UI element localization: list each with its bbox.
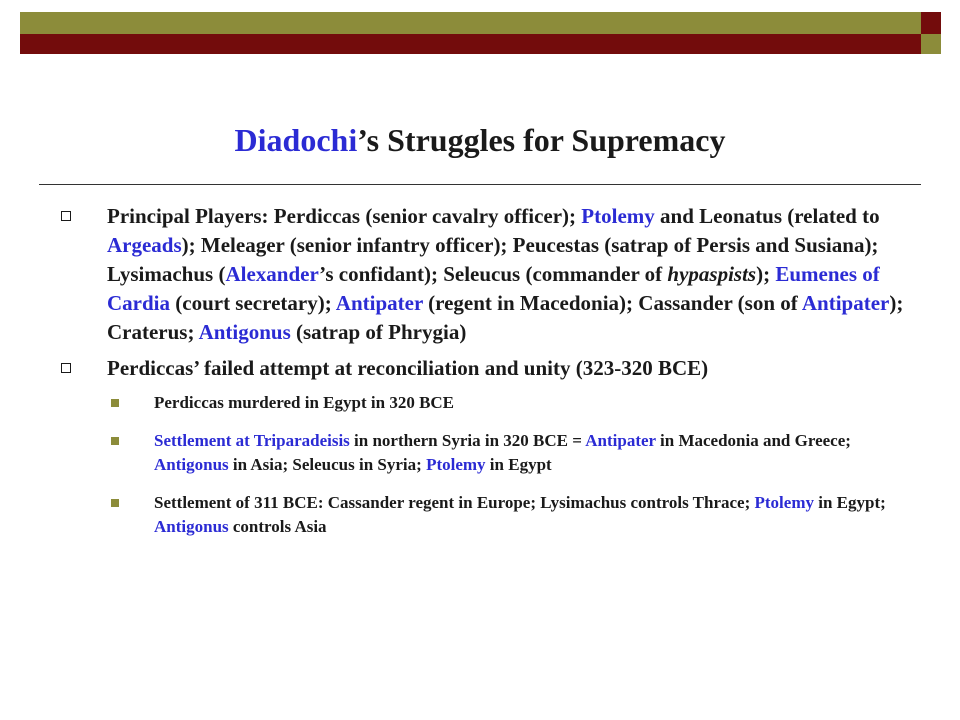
square-bullet-icon xyxy=(111,437,119,445)
sub-bullet-settlement-311 xyxy=(154,491,894,539)
text-run: in northern Syria in 320 BCE = xyxy=(349,431,586,450)
sub-bullet-triparadeisis xyxy=(154,429,894,477)
header-corner-olive-block xyxy=(921,34,941,54)
hollow-square-bullet-icon xyxy=(61,211,71,221)
slide-title xyxy=(0,122,960,159)
highlight-antipater: Antipater xyxy=(585,431,656,450)
highlight-alexander: Alexander xyxy=(225,262,320,286)
header-olive-band xyxy=(20,12,941,34)
text-run: Perdiccas murdered in Egypt in 320 BCE xyxy=(154,393,455,412)
slide-body xyxy=(0,202,960,539)
square-bullet-icon xyxy=(111,499,119,507)
highlight-argeads: Argeads xyxy=(107,233,182,257)
highlight-eumenes: Eumenes of Cardia xyxy=(107,262,880,315)
text-run: and Leonatus (related to xyxy=(654,204,880,228)
square-bullet-icon xyxy=(111,399,119,407)
bullet-principal-players xyxy=(107,202,907,347)
header-red-band xyxy=(20,34,941,54)
highlight-ptolemy: Ptolemy xyxy=(581,204,655,228)
text-run: ); xyxy=(756,262,776,286)
text-run: in Asia; Seleucus in Syria; xyxy=(228,455,427,474)
highlight-settlement: Settlement at Triparadeisis xyxy=(154,431,350,450)
text-run: (satrap of Phrygia) xyxy=(290,320,467,344)
text-run: in Egypt xyxy=(485,455,552,474)
text-run: Perdiccas’ failed attempt at reconciliation and unity (323-320 BCE) xyxy=(107,356,709,380)
highlight-antigonus: Antigonus xyxy=(154,517,229,536)
italic-hypaspists: hypaspists xyxy=(667,262,757,286)
text-run: in Egypt; xyxy=(814,493,886,512)
title-divider xyxy=(39,184,921,185)
text-run: ); Craterus; xyxy=(107,291,904,344)
text-run: in Macedonia and Greece; xyxy=(655,431,851,450)
text-run: ); Meleager (senior infantry officer); Peucestas (satrap of Persis and Susiana); Lysimachus ( xyxy=(107,233,879,286)
sub-bullet-perdiccas-murdered xyxy=(154,391,894,415)
text-run: (regent in Macedonia); Cassander (son of xyxy=(422,291,802,315)
text-run: (court secretary); xyxy=(170,291,336,315)
header-corner-red-block xyxy=(921,12,941,34)
text-run: ’s confidant); Seleucus (commander of xyxy=(319,262,668,286)
highlight-antigonus: Antigonus xyxy=(154,455,229,474)
text-run: controls Asia xyxy=(228,517,327,536)
highlight-ptolemy: Ptolemy xyxy=(754,493,814,512)
highlight-ptolemy: Ptolemy xyxy=(426,455,486,474)
highlight-antipater: Antipater xyxy=(335,291,423,315)
bullet-perdiccas-attempt xyxy=(107,354,907,383)
hollow-square-bullet-icon xyxy=(61,363,71,373)
text-run: Principal Players: Perdiccas (senior cavalry officer); xyxy=(107,204,582,228)
title-keyword: Diadochi xyxy=(234,122,358,158)
header-banner xyxy=(20,12,941,62)
text-run: Settlement of 311 BCE: Cassander regent in Europe; Lysimachus controls Thrace; xyxy=(154,493,755,512)
highlight-antigonus: Antigonus xyxy=(198,320,291,344)
title-rest: ’s Struggles for Supremacy xyxy=(357,122,726,158)
highlight-antipater: Antipater xyxy=(801,291,890,315)
